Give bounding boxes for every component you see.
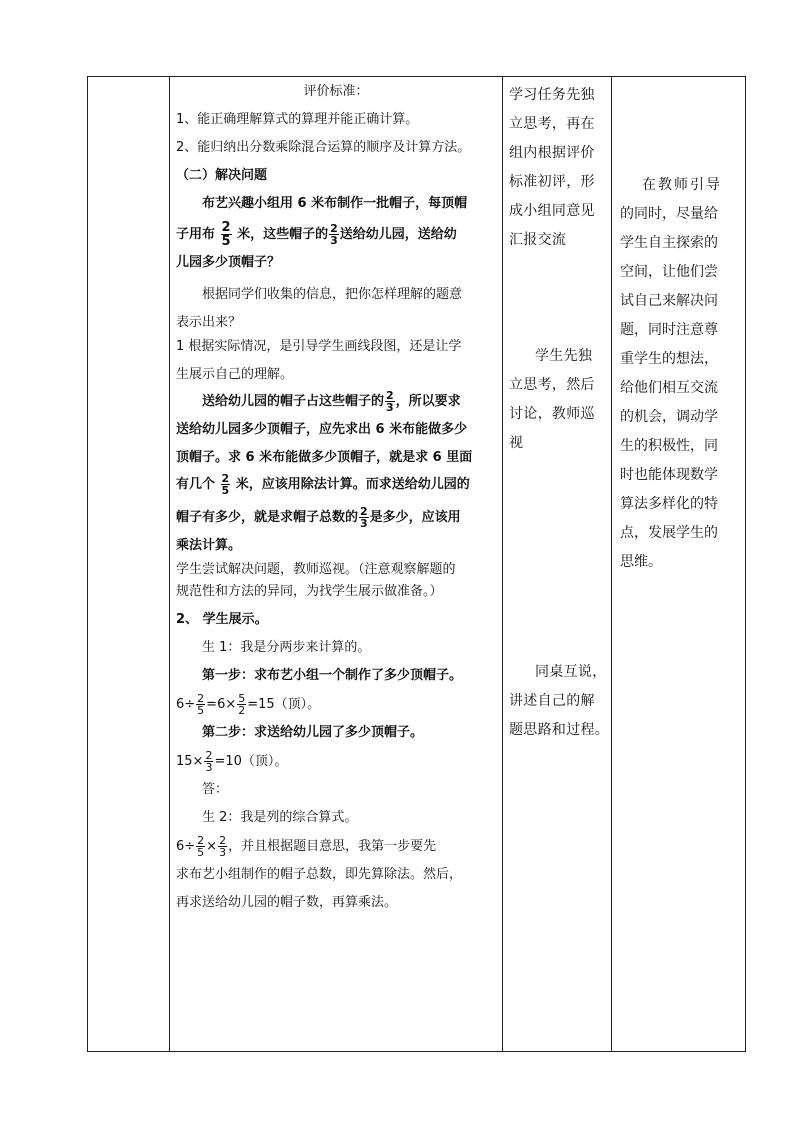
intent-text: 给他们相互交流 bbox=[620, 380, 718, 396]
intent-text: 的机会，调动学 bbox=[620, 409, 718, 425]
fraction-five-halves: $\frac{5}{2}$ bbox=[238, 692, 246, 717]
fraction-two-fifths: $\frac{2}{5}$ bbox=[221, 220, 231, 249]
step1-text: 第一步：求布艺小组一个制作了多少顶帽子。 bbox=[202, 668, 463, 683]
intent-text: 点，发展学生的 bbox=[620, 525, 718, 541]
step1-equation: 6÷ $\frac{2}{5}$ =6× $\frac{5}{2}$ =15（顶）。 bbox=[176, 692, 321, 717]
student1-intro: 生 1：我是分两步来计算的。 bbox=[202, 640, 371, 655]
student-text: 组内根据评价 bbox=[509, 145, 595, 161]
fraction-two-fifths: $\frac{2}{5}$ bbox=[221, 472, 230, 497]
student-text: 讲述自己的解 bbox=[509, 693, 595, 709]
analysis-line-3: 顶帽子。求 6 米布能做多少顶帽子，就是求 6 里面 bbox=[176, 450, 473, 465]
student-text: 题思路和过程。 bbox=[509, 722, 610, 738]
answer-label: 答： bbox=[202, 782, 229, 797]
intent-text: 思维。 bbox=[620, 554, 662, 570]
analysis-line-6: 乘法计算。 bbox=[176, 538, 242, 553]
fraction-two-thirds: $\frac{2}{3}$ bbox=[205, 749, 213, 774]
fraction-two-fifths: $\frac{2}{5}$ bbox=[197, 692, 205, 717]
analysis-line-4: 有几个 $\frac{2}{5}$ 米，应该用除法计算。而求送给幼儿园的 bbox=[176, 472, 470, 497]
analysis-line-1: 送给幼儿园的帽子占这些帽子的 $\frac{2}{3}$ ，所以要求 bbox=[202, 389, 461, 414]
guide-line-2: 生展示自己的理解。 bbox=[176, 367, 294, 382]
fraction-two-thirds: $\frac{2}{3}$ bbox=[219, 834, 227, 859]
student-text: 视 bbox=[509, 435, 524, 451]
fraction-two-thirds: $\frac{2}{3}$ bbox=[386, 389, 394, 414]
section-heading: （二）解决问题 bbox=[176, 168, 268, 183]
analysis-line-2: 送给幼儿园多少顶帽子，应先求出 6 米布能做多少 bbox=[176, 422, 468, 437]
student-text: 立思考，再在 bbox=[509, 116, 595, 132]
intent-text: 在教师引导 bbox=[642, 177, 722, 193]
student-text: 成小组同意见 bbox=[509, 203, 595, 219]
problem-line-3: 儿园多少顶帽子？ bbox=[176, 255, 281, 270]
fraction-two-thirds: $\frac{2}{3}$ bbox=[360, 505, 368, 530]
student2-intro: 生 2：我是列的综合算式。 bbox=[202, 810, 358, 825]
fraction-two-thirds: $\frac{2}{3}$ bbox=[330, 222, 338, 247]
intent-text: 重学生的想法， bbox=[620, 351, 718, 367]
intent-text: 试自己来解决问 bbox=[620, 293, 718, 309]
step2-text: 第二步：求送给幼儿园了多少顶帽子。 bbox=[202, 725, 424, 740]
student-text: 讨论，教师巡 bbox=[509, 406, 595, 422]
problem-line-2: 子用布 $\frac{2}{5}$ 米，这些帽子的 $\frac{2}{3}$ 送给幼儿园，送给幼 bbox=[176, 220, 457, 249]
student-text: 学习任务先独 bbox=[509, 87, 595, 103]
intent-text: 学生自主探索的 bbox=[620, 235, 718, 251]
intent-text: 空间，让他们尝 bbox=[620, 264, 718, 280]
prompt-line-2: 表示出来？ bbox=[176, 315, 242, 330]
criteria-2: 2、能归纳出分数乘除混合运算的顺序及计算方法。 bbox=[176, 140, 471, 155]
empty-first-column bbox=[88, 77, 170, 1052]
criteria-1: 1、能正确理解算式的算理并能正确计算。 bbox=[176, 112, 419, 127]
attempt-line-2: 规范性和方法的异同，为找学生展示做准备。） bbox=[176, 584, 443, 599]
prompt-line-1: 根据同学们收集的信息，把你怎样理解的题意 bbox=[202, 287, 463, 302]
guide-line-1: 1 根据实际情况，是引导学生画线段图，还是让学 bbox=[176, 339, 462, 354]
explain-line-1: 求布艺小组制作的帽子总数，即先算除法。然后， bbox=[176, 867, 463, 882]
intent-text: 的同时，尽量给 bbox=[620, 206, 718, 222]
intent-text: 生的积极性，同 bbox=[620, 438, 718, 454]
step2-equation: 15× $\frac{2}{3}$ =10（顶）。 bbox=[176, 749, 288, 774]
show-heading: 2、 学生展示。 bbox=[176, 612, 268, 627]
student-text: 汇报交流 bbox=[509, 232, 567, 248]
intent-text: 时也能体现数学 bbox=[620, 467, 718, 483]
combined-equation: 6÷ $\frac{2}{5}$ × $\frac{2}{3}$ ，并且根据题目意思，我第一步要先 bbox=[176, 834, 437, 859]
student-activity-column bbox=[503, 77, 612, 1052]
teaching-process-column bbox=[170, 77, 503, 1052]
student-text: 同桌互说， bbox=[535, 664, 607, 680]
student-text: 立思考，然后 bbox=[509, 377, 595, 393]
design-intent-column bbox=[612, 77, 746, 1052]
intent-text: 算法多样化的特 bbox=[620, 496, 718, 512]
lesson-plan-table bbox=[87, 76, 746, 1052]
explain-line-2: 再求送给幼儿园的帽子数，再算乘法。 bbox=[176, 895, 398, 910]
intent-text: 题，同时注意尊 bbox=[620, 322, 718, 338]
criteria-heading: 评价标准： bbox=[303, 84, 369, 99]
student-text: 学生先独 bbox=[535, 348, 593, 364]
student-text: 标准初评，形 bbox=[509, 174, 595, 190]
fraction-two-fifths: $\frac{2}{5}$ bbox=[197, 834, 205, 859]
problem-line-1: 布艺兴趣小组用 6 米布制作一批帽子，每顶帽 bbox=[202, 196, 468, 211]
attempt-line-1: 学生尝试解决问题，教师巡视。（注意观察解题的 bbox=[176, 562, 456, 577]
analysis-line-5: 帽子有多少，就是求帽子总数的 $\frac{2}{3}$ 是多少，应该用 bbox=[176, 505, 461, 530]
